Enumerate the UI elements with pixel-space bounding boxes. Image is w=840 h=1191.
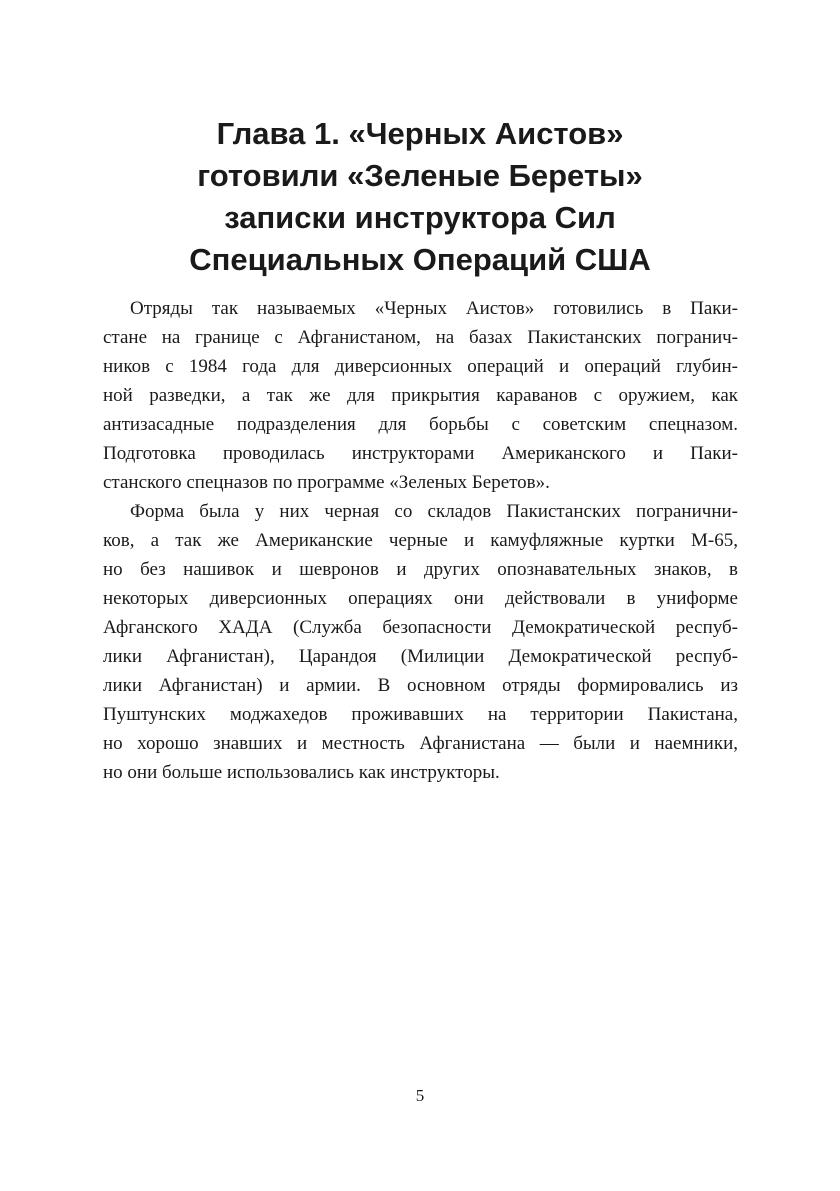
text-line: но без нашивок и шевронов и других опознавательных знаков, в [103, 559, 738, 580]
chapter-title-line: Глава 1. «Черных Аистов» [216, 116, 624, 151]
page-number: 5 [415, 1086, 425, 1105]
chapter-title [100, 113, 740, 281]
text-line: ков, а так же Американские черные и камуфляжные куртки М-65, [103, 530, 738, 551]
chapter-title-line: готовили «Зеленые Береты» [197, 158, 643, 193]
text-line: но хорошо знавших и местность Афганистана — были и наемники, [103, 733, 738, 754]
paragraph-black-storks [103, 294, 738, 497]
text-line: станского спецназов по программе «Зеленых Беретов». [103, 472, 550, 493]
text-line: стане на границе с Афганистаном, на базах Пакистанских погранич- [103, 327, 738, 348]
chapter-title-line: записки инструктора Сил [224, 200, 616, 235]
text-line: Подготовка проводилась инструкторами Американского и Паки- [103, 443, 738, 464]
text-line: лики Афганистан) и армии. В основном отряды формировались из [103, 675, 738, 696]
text-line: Форма была у них черная со складов Пакистанских погранични- [130, 501, 738, 522]
text-line: ников с 1984 года для диверсионных операций и операций глубин- [103, 356, 738, 377]
text-line: ной разведки, а так же для прикрытия караванов с оружием, как [103, 385, 738, 406]
text-line: Пуштунских моджахедов проживавших на территории Пакистана, [103, 704, 738, 725]
text-line: лики Афганистан), Царандоя (Милиции Демократической респуб- [103, 646, 738, 667]
text-line: но они больше использовались как инструкторы. [103, 762, 500, 783]
text-line: Отряды так называемых «Черных Аистов» готовились в Паки- [130, 298, 738, 319]
text-line: Афганского ХАДА (Служба безопасности Демократической респуб- [103, 617, 738, 638]
body-text [103, 294, 738, 787]
text-line: некоторых диверсионных операциях они действовали в униформе [103, 588, 738, 609]
paragraph-uniform [103, 497, 738, 787]
chapter-title-line: Специальных Операций США [189, 242, 651, 277]
text-line: антизасадные подразделения для борьбы с советским спецназом. [103, 414, 738, 435]
